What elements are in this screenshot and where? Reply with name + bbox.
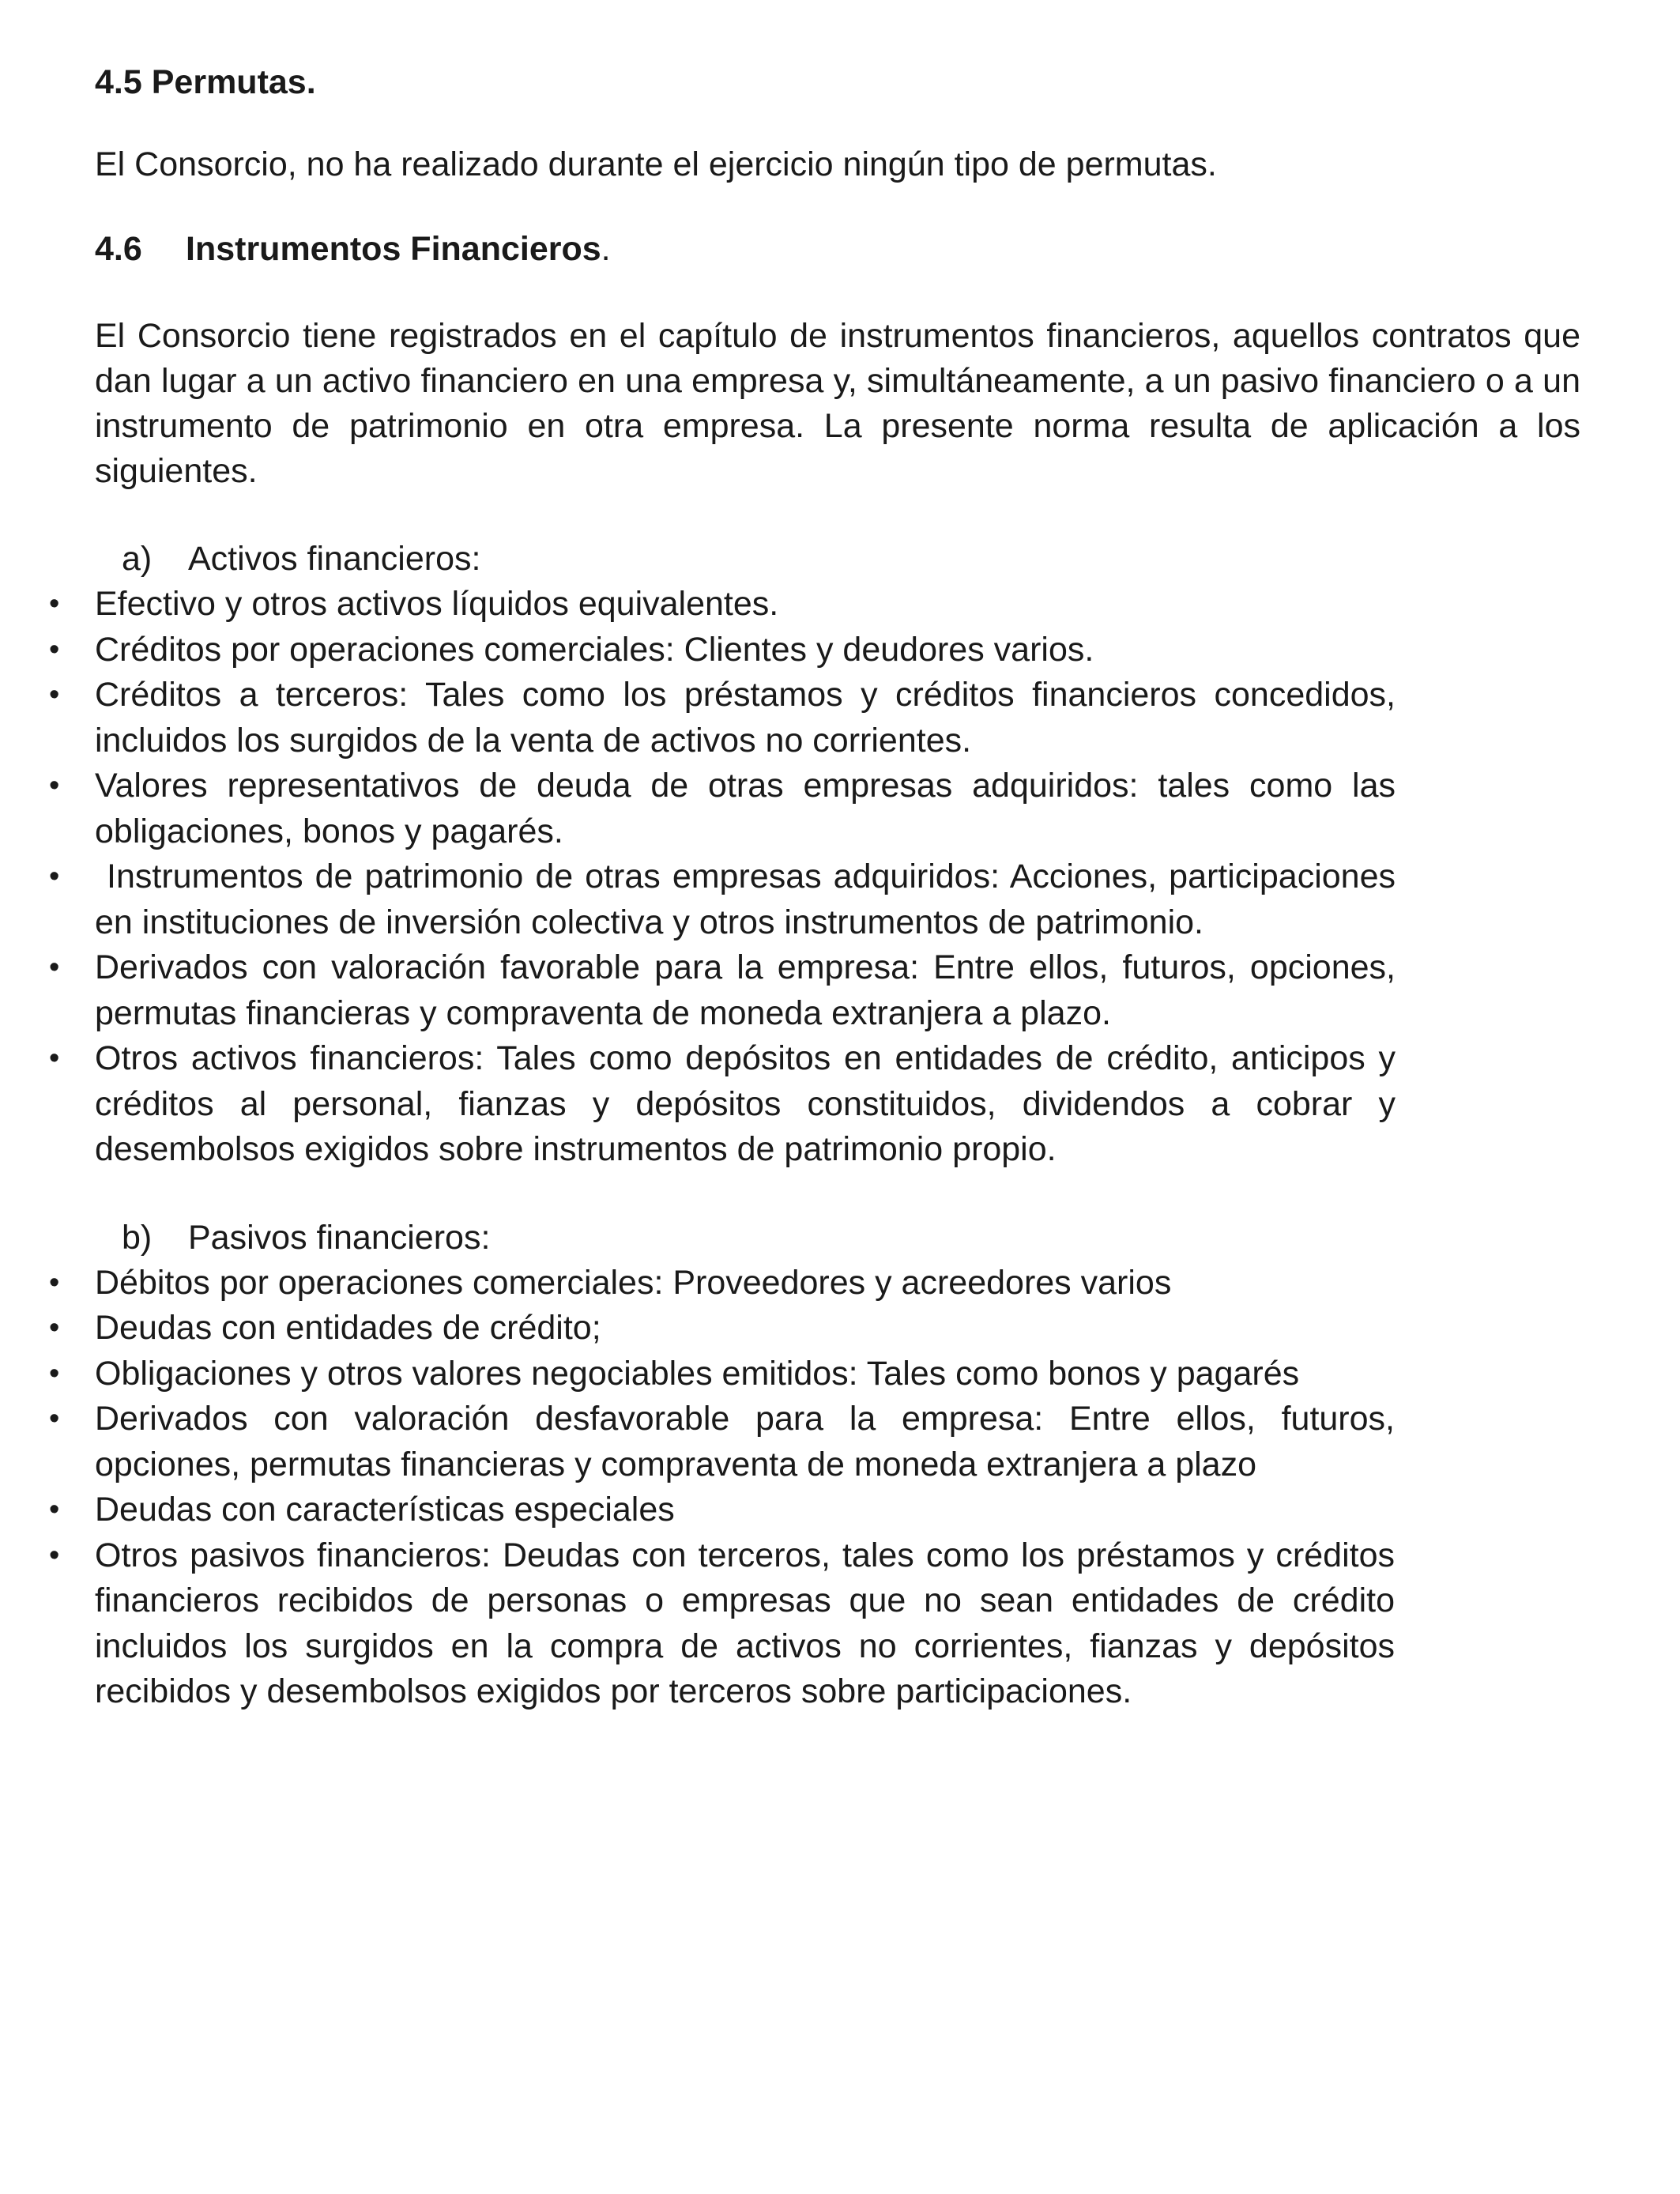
bullet-icon: • xyxy=(49,678,60,711)
list-item-text: Efectivo y otros activos líquidos equivalentes. xyxy=(95,585,779,623)
bullet-icon: • xyxy=(49,951,60,984)
bullet-icon: • xyxy=(49,769,60,802)
activos-heading xyxy=(95,537,1580,582)
pasivos-list xyxy=(49,1261,1395,1715)
section-4-5-title: Permutas. xyxy=(151,63,316,101)
activos-list xyxy=(49,582,1405,1173)
list-item-text: Instrumentos de patrimonio de otras empresas adquiridos: Acciones, participaciones en instituciones de inversión colectiva y otros instrumentos de patrimonio. xyxy=(95,858,1405,941)
list-item-text: Créditos a terceros: Tales como los préstamos y créditos financieros concedidos, incluidos los surgidos de la venta de activos no corrientes. xyxy=(95,676,1396,760)
pasivos-marker: b) xyxy=(122,1218,153,1257)
bullet-icon: • xyxy=(49,1356,60,1390)
list-item xyxy=(49,1036,1396,1173)
pasivos-heading xyxy=(95,1216,1580,1261)
list-item xyxy=(49,854,1405,945)
list-item xyxy=(49,582,1396,628)
list-item xyxy=(49,1306,1395,1351)
bullet-icon: • xyxy=(49,587,60,620)
list-item xyxy=(49,1351,1395,1397)
list-item-text: Deudas con entidades de crédito; xyxy=(95,1309,601,1347)
bullet-icon: • xyxy=(49,1265,60,1299)
list-item-text: Deudas con características especiales xyxy=(95,1491,675,1529)
list-item-text: Derivados con valoración desfavorable para la empresa: Entre ellos, futuros, opciones, permutas financieras y compraventa de moneda extranjera a plazo xyxy=(95,1400,1395,1483)
bullet-icon: • xyxy=(49,1538,60,1572)
section-4-5-heading xyxy=(95,62,1580,103)
list-item-text: Valores representativos de deuda de otras empresas adquiridos: tales como las obligaciones, bonos y pagarés. xyxy=(95,767,1396,850)
list-item-text: Otros activos financieros: Tales como depósitos en entidades de crédito, anticipos y créditos al personal, fianzas y depósitos constituidos, dividendos a cobrar y desembolsos exigidos sobre instrumentos de patrimonio propio. xyxy=(95,1039,1396,1168)
section-4-6-heading xyxy=(95,228,1580,270)
bullet-icon: • xyxy=(49,1311,60,1344)
section-4-6-title-period: . xyxy=(601,230,611,268)
list-item xyxy=(49,1533,1395,1715)
section-4-5-number: 4.5 xyxy=(95,63,142,101)
section-4-5-paragraph: El Consorcio, no ha realizado durante el ejercicio ningún tipo de permutas. xyxy=(95,145,1217,183)
list-item-text: Derivados con valoración favorable para la empresa: Entre ellos, futuros, opciones, permutas financieras y compraventa de moneda extranjera a plazo. xyxy=(95,948,1396,1032)
list-item xyxy=(49,628,1396,673)
list-item xyxy=(49,673,1396,763)
list-item xyxy=(49,1261,1395,1306)
bullet-icon: • xyxy=(49,860,60,893)
activos-marker: a) xyxy=(122,540,153,578)
list-item-text: Otros pasivos financieros: Deudas con terceros, tales como los préstamos y créditos financieros recibidos de personas o empresas que no sean entidades de crédito incluidos los surgidos en la compra de activos no corrientes, fianzas y depósitos recibidos y desembolsos exigidos por terceros sobre participaciones. xyxy=(95,1536,1395,1710)
section-4-6-paragraph: El Consorcio tiene registrados en el capítulo de instrumentos financieros, aquellos contratos que dan lugar a un activo financiero en una empresa y, simultáneamente, a un pasivo financiero o a un instrumento de patrimonio en otra empresa. La presente norma resulta de aplicación a los siguientes. xyxy=(95,317,1580,490)
document-page xyxy=(49,62,1580,1715)
bullet-icon: • xyxy=(49,1402,60,1435)
bullet-icon: • xyxy=(49,1042,60,1075)
activos-label: Activos financieros: xyxy=(188,540,481,578)
list-item xyxy=(49,763,1396,854)
list-item xyxy=(49,1397,1395,1487)
bullet-icon: • xyxy=(49,1493,60,1526)
bullet-icon: • xyxy=(49,632,60,666)
list-item xyxy=(49,1487,1395,1533)
section-4-6-number: 4.6 xyxy=(95,230,142,268)
section-4-6-title: Instrumentos Financieros xyxy=(186,230,601,268)
list-item-text: Débitos por operaciones comerciales: Proveedores y acreedores varios xyxy=(95,1263,1172,1302)
list-item-text: Créditos por operaciones comerciales: Clientes y deudores varios. xyxy=(95,630,1094,669)
list-item xyxy=(49,945,1396,1036)
list-item-text: Obligaciones y otros valores negociables emitidos: Tales como bonos y pagarés xyxy=(95,1354,1300,1393)
pasivos-label: Pasivos financieros: xyxy=(188,1218,491,1257)
